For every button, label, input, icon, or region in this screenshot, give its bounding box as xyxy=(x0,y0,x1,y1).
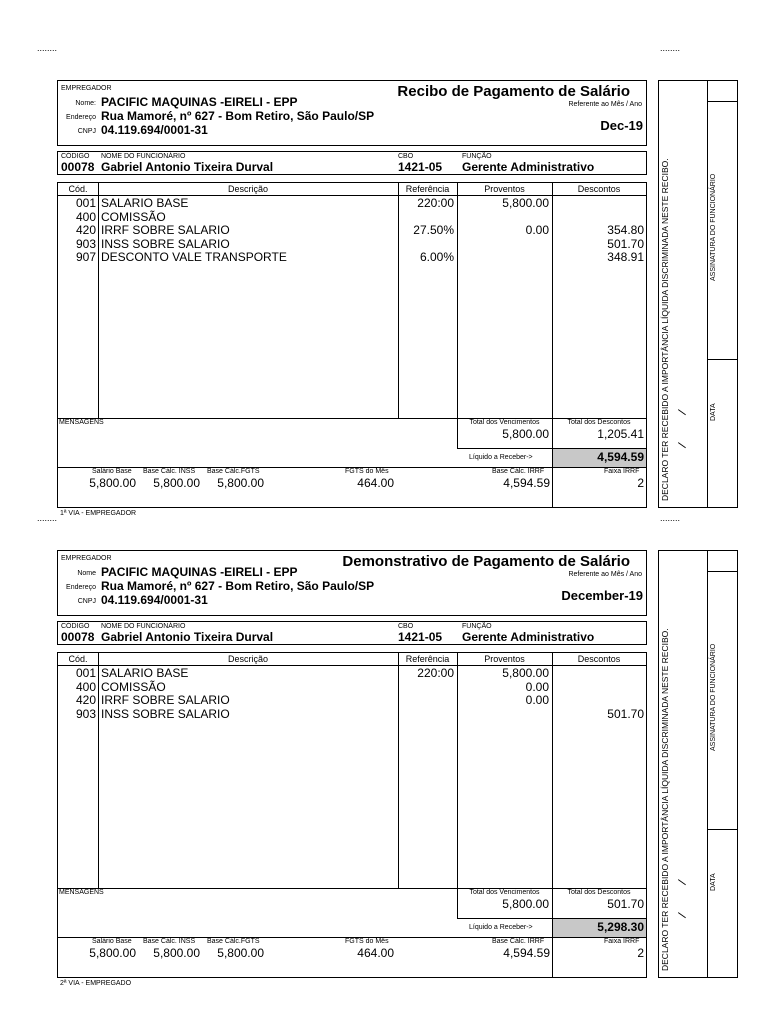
irrf-base: 4,594.59 xyxy=(503,946,550,960)
emp-name: Gabriel Antonio Tixeira Durval xyxy=(101,160,274,174)
item-cod: 903 xyxy=(75,706,96,721)
item-prov xyxy=(457,708,549,722)
cbo-label: CBO xyxy=(398,153,414,160)
item-disc xyxy=(552,197,644,211)
irrf-base-label: Base Cálc. IRRF xyxy=(492,468,545,475)
items-disc-col xyxy=(552,197,644,265)
fgts-month-label: FGTS do Mês xyxy=(345,468,389,475)
items-table xyxy=(57,652,647,978)
net-label: Líquido a Receber-> xyxy=(469,924,533,931)
employer-name: PACIFIC MAQUINAS -EIRELI - EPP xyxy=(101,95,298,109)
col-desc2: Descontos xyxy=(577,184,621,194)
emp-code: 00078 xyxy=(61,160,95,174)
emp-name-label: NOME DO FUNCIONÁRIO xyxy=(101,623,186,630)
col-cod: Cód. xyxy=(68,654,88,664)
item-ref: 220:00 xyxy=(417,196,454,210)
function-value: Gerente Administrativo xyxy=(462,630,595,644)
item-disc: 354.80 xyxy=(607,223,644,237)
item-desc: DESCONTO VALE TRANSPORTE xyxy=(101,250,287,264)
fgts-month: 464.00 xyxy=(357,476,394,490)
messages-label: MENSAGENS xyxy=(59,889,104,896)
slip-title: Demonstrativo de Pagamento de Salário xyxy=(342,553,630,570)
fgts-month: 464.00 xyxy=(357,946,394,960)
declaration-text: DECLARO TER RECEBIDO A IMPORTÂNCIA LÍQUIDA DISCRIMINADA NESTE RECIBO. xyxy=(660,158,670,501)
address-label: Endereço xyxy=(66,114,96,121)
items-desc-col xyxy=(101,197,396,265)
function-label: FUNÇÃO xyxy=(462,623,492,630)
ref-label: Referente ao Mês / Ano xyxy=(568,101,642,108)
irrf-base: 4,594.59 xyxy=(503,476,550,490)
employer-name: PACIFIC MAQUINAS -EIRELI - EPP xyxy=(101,565,298,579)
date-slash-2: / xyxy=(675,911,690,920)
item-ref xyxy=(398,708,454,722)
inss-base-label: Base Cálc. INSS xyxy=(143,938,196,945)
item-disc: 348.91 xyxy=(607,250,644,264)
item-ref: 220:00 xyxy=(417,666,454,680)
item-desc: SALARIO BASE xyxy=(101,666,189,680)
net-value: 4,594.59 xyxy=(597,450,644,464)
item-cod: 001 xyxy=(75,196,96,210)
item-cod: 001 xyxy=(75,666,96,680)
item-ref xyxy=(398,694,454,708)
net-value: 5,298.30 xyxy=(597,920,644,934)
date-slash-1: / xyxy=(675,408,690,417)
net-label: Líquido a Receber-> xyxy=(469,454,533,461)
via-label: 1ª VIA - EMPREGADOR xyxy=(60,510,137,517)
salary-base-label: Salário Base xyxy=(92,468,132,475)
fgts-month-label: FGTS do Mês xyxy=(345,938,389,945)
header-box xyxy=(57,80,647,146)
col-prov: Proventos xyxy=(484,654,525,664)
address-label: Endereço xyxy=(66,584,96,591)
item-desc: SALARIO BASE xyxy=(101,196,189,210)
code-label: CÓDIGO xyxy=(61,153,90,160)
total-desc-label: Total dos Descontos xyxy=(567,419,631,426)
total-desc: 501.70 xyxy=(607,897,644,911)
total-prov: 5,800.00 xyxy=(502,897,549,911)
date-slash-2: / xyxy=(675,441,690,450)
signature-label: ASSINATURA DO FUNCIONÁRIO xyxy=(710,173,717,281)
function-label: FUNÇÃO xyxy=(462,153,492,160)
function-value: Gerente Administrativo xyxy=(462,160,595,174)
total-desc-label: Total dos Descontos xyxy=(567,889,631,896)
item-disc xyxy=(552,681,644,695)
items-disc-col xyxy=(552,667,644,721)
item-prov: 0.00 xyxy=(525,693,549,707)
employer-label: EMPREGADOR xyxy=(61,555,112,562)
employer-address: Rua Mamoré, nº 627 - Bom Retiro, São Paulo/SP xyxy=(101,579,375,593)
item-desc: COMISSÃO xyxy=(101,209,166,224)
irrf-band-label: Faixa IRRF xyxy=(604,938,640,945)
item-cod: 400 xyxy=(75,209,96,224)
item-cod: 907 xyxy=(75,250,96,264)
declaration-text: DECLARO TER RECEBIDO A IMPORTÂNCIA LÍQUIDA DISCRIMINADA NESTE RECIBO. xyxy=(660,628,670,971)
date-label: DATA xyxy=(710,403,717,421)
items-desc-col xyxy=(101,667,396,721)
payslip-employer-copy xyxy=(0,43,768,518)
item-desc: INSS SOBRE SALARIO xyxy=(101,706,230,721)
col-prov: Proventos xyxy=(484,184,525,194)
item-cod: 420 xyxy=(75,693,96,707)
item-disc xyxy=(552,694,644,708)
item-ref xyxy=(398,681,454,695)
item-prov: 0.00 xyxy=(525,679,549,694)
name-label: Nome: xyxy=(75,100,96,107)
code-label: CÓDIGO xyxy=(61,623,90,630)
item-desc: COMISSÃO xyxy=(101,679,166,694)
employer-cnpj: 04.119.694/0001-31 xyxy=(101,123,208,137)
cut-mark-left: ........ xyxy=(37,513,58,523)
signature-label: ASSINATURA DO FUNCIONÁRIO xyxy=(710,643,717,751)
inss-base: 5,800.00 xyxy=(153,946,200,960)
items-ref-col xyxy=(398,197,454,265)
items-cod-col xyxy=(58,667,96,721)
employer-label: EMPREGADOR xyxy=(61,85,112,92)
item-cod: 420 xyxy=(75,223,96,237)
col-desc2: Descontos xyxy=(577,654,621,664)
items-cod-col xyxy=(58,197,96,265)
total-desc: 1,205.41 xyxy=(597,427,644,441)
fgts-base-label: Base Cálc.FGTS xyxy=(207,468,260,475)
fgts-base-label: Base Cálc.FGTS xyxy=(207,938,260,945)
date-slash-1: / xyxy=(675,878,690,887)
col-desc: Descrição xyxy=(227,184,268,194)
item-ref xyxy=(398,211,454,225)
period: December-19 xyxy=(561,588,643,603)
item-cod: 400 xyxy=(75,679,96,694)
item-ref: 27.50% xyxy=(413,223,454,237)
salary-base: 5,800.00 xyxy=(89,476,136,490)
item-ref: 6.00% xyxy=(419,250,454,264)
cut-mark-right: ........ xyxy=(660,43,681,53)
employer-address: Rua Mamoré, nº 627 - Bom Retiro, São Paulo/SP xyxy=(101,109,375,123)
salary-base-label: Salário Base xyxy=(92,938,132,945)
slip-title: Recibo de Pagamento de Salário xyxy=(397,83,630,100)
item-desc: INSS SOBRE SALARIO xyxy=(101,236,230,251)
employer-cnpj: 04.119.694/0001-31 xyxy=(101,593,208,607)
cbo-value: 1421-05 xyxy=(398,160,443,174)
total-prov-label: Total dos Vencimentos xyxy=(469,889,540,896)
cnpj-label: CNPJ xyxy=(77,128,96,135)
irrf-band-label: Faixa IRRF xyxy=(604,468,640,475)
emp-code: 00078 xyxy=(61,630,95,644)
employee-box xyxy=(57,151,647,175)
emp-name: Gabriel Antonio Tixeira Durval xyxy=(101,630,274,644)
col-ref: Referência xyxy=(405,654,450,664)
inss-base-label: Base Cálc. INSS xyxy=(143,468,196,475)
ref-label: Referente ao Mês / Ano xyxy=(568,571,642,578)
item-ref xyxy=(398,238,454,252)
items-prov-col xyxy=(457,667,549,721)
item-prov xyxy=(457,211,549,225)
irrf-band: 2 xyxy=(637,946,644,960)
item-prov xyxy=(457,238,549,252)
irrf-band: 2 xyxy=(637,476,644,490)
salary-base: 5,800.00 xyxy=(89,946,136,960)
fgts-base: 5,800.00 xyxy=(217,946,264,960)
cbo-value: 1421-05 xyxy=(398,630,443,644)
items-prov-col xyxy=(457,197,549,265)
receipt-box xyxy=(658,80,738,508)
date-label: DATA xyxy=(710,873,717,891)
item-prov: 0.00 xyxy=(525,223,549,237)
item-prov: 5,800.00 xyxy=(502,666,549,680)
name-label: Nome xyxy=(77,570,96,577)
item-prov xyxy=(457,251,549,265)
fgts-base: 5,800.00 xyxy=(217,476,264,490)
irrf-base-label: Base Cálc. IRRF xyxy=(492,938,545,945)
item-desc: IRRF SOBRE SALARIO xyxy=(101,693,230,707)
total-prov-label: Total dos Vencimentos xyxy=(469,419,540,426)
messages-label: MENSAGENS xyxy=(59,419,104,426)
cut-mark-left: ........ xyxy=(37,43,58,53)
emp-name-label: NOME DO FUNCIONÁRIO xyxy=(101,153,186,160)
inss-base: 5,800.00 xyxy=(153,476,200,490)
total-prov: 5,800.00 xyxy=(502,427,549,441)
cnpj-label: CNPJ xyxy=(77,598,96,605)
item-prov: 5,800.00 xyxy=(502,196,549,210)
receipt-box xyxy=(658,550,738,978)
cbo-label: CBO xyxy=(398,623,414,630)
item-disc xyxy=(552,667,644,681)
employee-box xyxy=(57,621,647,645)
item-disc: 501.70 xyxy=(607,706,644,721)
item-desc: IRRF SOBRE SALARIO xyxy=(101,223,230,237)
period: Dec-19 xyxy=(600,118,643,133)
item-disc: 501.70 xyxy=(607,236,644,251)
item-disc xyxy=(552,211,644,225)
col-cod: Cód. xyxy=(68,184,88,194)
item-cod: 903 xyxy=(75,236,96,251)
cut-mark-right: ........ xyxy=(660,513,681,523)
col-ref: Referência xyxy=(405,184,450,194)
items-table xyxy=(57,182,647,508)
header-box xyxy=(57,550,647,616)
col-desc: Descrição xyxy=(227,654,268,664)
items-ref-col xyxy=(398,667,454,721)
via-label: 2ª VIA - EMPREGADO xyxy=(60,980,132,987)
